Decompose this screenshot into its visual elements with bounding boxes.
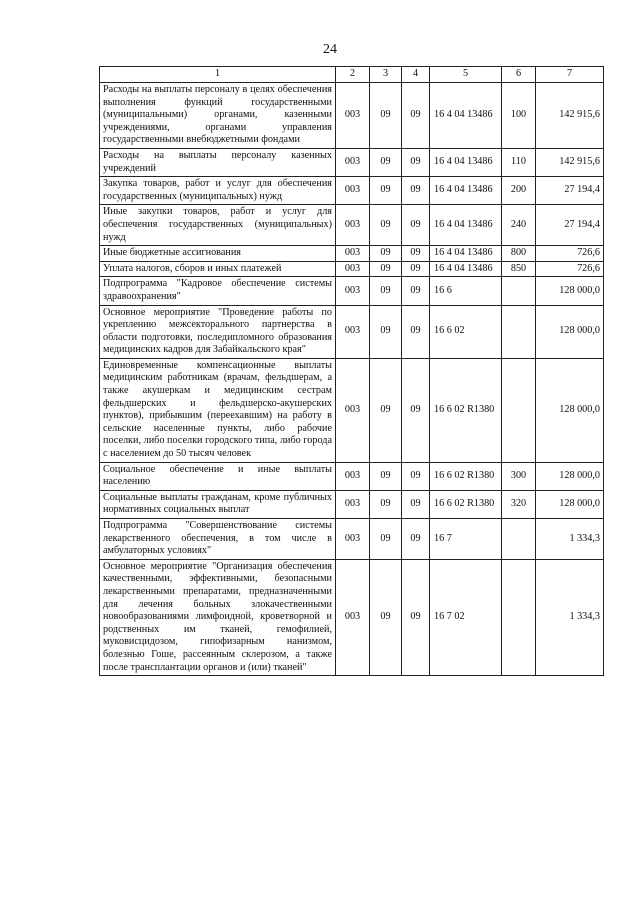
row-target-article-cell: 16 6	[430, 277, 502, 305]
row-subsection-cell: 09	[402, 83, 430, 149]
row-name-cell: Социальное обеспечение и иные выплаты населению	[100, 462, 336, 490]
row-amount-cell: 128 000,0	[536, 490, 604, 518]
table-row	[100, 358, 604, 462]
row-target-article-cell: 16 6 02 R1380	[430, 358, 502, 462]
row-amount-cell: 1 334,3	[536, 519, 604, 560]
row-target-article-cell: 16 6 02 R1380	[430, 490, 502, 518]
row-name-cell: Социальные выплаты гражданам, кроме публичных нормативных социальных выплат	[100, 490, 336, 518]
row-name-cell: Основное мероприятие "Организация обеспечения качественными, эффективными, безопасными лекарственными препаратами, предназначенными для лечения больных злокачественными новообразованиями лимфоидной, кроветворной и родственных им тканей, гемофилией, муковисцидозом, гипофизарным нанизмом, болезнью Гоше, рассеянным склерозом, а также после трансплантации органов и (или) тканей"	[100, 559, 336, 675]
header-cell-subsection: 4	[402, 67, 430, 83]
row-subsection-cell: 09	[402, 559, 430, 675]
row-name-cell: Расходы на выплаты персоналу казенных учреждений	[100, 148, 336, 176]
page-number: 24	[323, 42, 337, 57]
row-name-cell: Основное мероприятие "Проведение работы по укреплению межсекторального партнерства в области подготовки, последипломного образования медицинских кадров для Забайкальского края"	[100, 305, 336, 358]
row-name-cell: Закупка товаров, работ и услуг для обеспечения государственных (муниципальных) нужд	[100, 177, 336, 205]
table-row	[100, 462, 604, 490]
row-section-cell: 09	[370, 462, 402, 490]
row-subsection-cell: 09	[402, 358, 430, 462]
row-target-article-cell: 16 7	[430, 519, 502, 560]
table-header	[100, 67, 604, 83]
row-expense-type-cell: 240	[502, 205, 536, 246]
row-expense-type-cell	[502, 519, 536, 560]
row-amount-cell: 128 000,0	[536, 462, 604, 490]
table-row	[100, 205, 604, 246]
row-expense-type-cell: 300	[502, 462, 536, 490]
row-expense-type-cell: 320	[502, 490, 536, 518]
row-subsection-cell: 09	[402, 305, 430, 358]
row-name-cell: Иные закупки товаров, работ и услуг для обеспечения государственных (муниципальных) нужд	[100, 205, 336, 246]
row-amount-cell: 142 915,6	[536, 148, 604, 176]
row-grbs-cell: 003	[336, 246, 370, 262]
row-target-article-cell: 16 4 04 13486	[430, 83, 502, 149]
table-row	[100, 305, 604, 358]
table-row	[100, 559, 604, 675]
row-target-article-cell: 16 4 04 13486	[430, 148, 502, 176]
row-expense-type-cell	[502, 277, 536, 305]
row-amount-cell: 726,6	[536, 261, 604, 277]
table-row	[100, 246, 604, 262]
row-amount-cell: 128 000,0	[536, 277, 604, 305]
table-row	[100, 148, 604, 176]
row-grbs-cell: 003	[336, 305, 370, 358]
header-cell-section: 3	[370, 67, 402, 83]
row-expense-type-cell: 850	[502, 261, 536, 277]
header-cell-target-article: 5	[430, 67, 502, 83]
row-grbs-cell: 003	[336, 358, 370, 462]
row-section-cell: 09	[370, 177, 402, 205]
row-name-cell: Подпрограмма "Кадровое обеспечение системы здравоохранения"	[100, 277, 336, 305]
row-section-cell: 09	[370, 559, 402, 675]
row-section-cell: 09	[370, 246, 402, 262]
row-expense-type-cell	[502, 559, 536, 675]
row-expense-type-cell	[502, 358, 536, 462]
row-section-cell: 09	[370, 148, 402, 176]
row-name-cell: Расходы на выплаты персоналу в целях обеспечения выполнения функций государственными (муниципальными) органами, казенными учреждениями, органами управления государственными внебюджетными фондами	[100, 83, 336, 149]
row-expense-type-cell: 100	[502, 83, 536, 149]
row-grbs-cell: 003	[336, 261, 370, 277]
table-row	[100, 261, 604, 277]
row-section-cell: 09	[370, 358, 402, 462]
row-grbs-cell: 003	[336, 83, 370, 149]
row-grbs-cell: 003	[336, 559, 370, 675]
row-subsection-cell: 09	[402, 177, 430, 205]
row-section-cell: 09	[370, 277, 402, 305]
row-amount-cell: 1 334,3	[536, 559, 604, 675]
row-name-cell: Подпрограмма "Совершенствование системы лекарственного обеспечения, в том числе в амбулаторных условиях"	[100, 519, 336, 560]
table-body	[100, 83, 604, 676]
row-grbs-cell: 003	[336, 519, 370, 560]
row-amount-cell: 128 000,0	[536, 305, 604, 358]
row-expense-type-cell: 200	[502, 177, 536, 205]
row-section-cell: 09	[370, 83, 402, 149]
header-cell-amount: 7	[536, 67, 604, 83]
row-expense-type-cell: 110	[502, 148, 536, 176]
row-target-article-cell: 16 7 02	[430, 559, 502, 675]
row-section-cell: 09	[370, 490, 402, 518]
row-subsection-cell: 09	[402, 205, 430, 246]
row-subsection-cell: 09	[402, 519, 430, 560]
row-section-cell: 09	[370, 261, 402, 277]
row-target-article-cell: 16 4 04 13486	[430, 205, 502, 246]
row-target-article-cell: 16 6 02 R1380	[430, 462, 502, 490]
header-cell-name: 1	[100, 67, 336, 83]
row-expense-type-cell: 800	[502, 246, 536, 262]
row-grbs-cell: 003	[336, 205, 370, 246]
row-subsection-cell: 09	[402, 148, 430, 176]
budget-table	[99, 66, 604, 676]
row-amount-cell: 128 000,0	[536, 358, 604, 462]
row-grbs-cell: 003	[336, 277, 370, 305]
row-amount-cell: 27 194,4	[536, 205, 604, 246]
row-subsection-cell: 09	[402, 490, 430, 518]
row-section-cell: 09	[370, 205, 402, 246]
row-name-cell: Единовременные компенсационные выплаты медицинским работникам (врачам, фельдшерам, а также акушеркам и медицинским сестрам фельдшерских и фельдшерско-акушерских пунктов), прибывшим (переехавшим) на работу в сельские населенные пункты, либо рабочие поселки, либо поселки городского типа, либо города с населением до 50 тысяч человек	[100, 358, 336, 462]
table-row	[100, 83, 604, 149]
table-row	[100, 177, 604, 205]
header-cell-grbs: 2	[336, 67, 370, 83]
row-grbs-cell: 003	[336, 148, 370, 176]
row-section-cell: 09	[370, 305, 402, 358]
row-amount-cell: 27 194,4	[536, 177, 604, 205]
table-row	[100, 519, 604, 560]
row-target-article-cell: 16 4 04 13486	[430, 246, 502, 262]
row-grbs-cell: 003	[336, 177, 370, 205]
row-section-cell: 09	[370, 519, 402, 560]
table-row	[100, 277, 604, 305]
row-target-article-cell: 16 4 04 13486	[430, 261, 502, 277]
row-subsection-cell: 09	[402, 277, 430, 305]
row-expense-type-cell	[502, 305, 536, 358]
row-amount-cell: 142 915,6	[536, 83, 604, 149]
table-row	[100, 490, 604, 518]
row-target-article-cell: 16 6 02	[430, 305, 502, 358]
row-subsection-cell: 09	[402, 462, 430, 490]
header-row	[100, 67, 604, 83]
row-name-cell: Уплата налогов, сборов и иных платежей	[100, 261, 336, 277]
row-target-article-cell: 16 4 04 13486	[430, 177, 502, 205]
row-name-cell: Иные бюджетные ассигнования	[100, 246, 336, 262]
row-subsection-cell: 09	[402, 261, 430, 277]
row-amount-cell: 726,6	[536, 246, 604, 262]
row-subsection-cell: 09	[402, 246, 430, 262]
row-grbs-cell: 003	[336, 490, 370, 518]
row-grbs-cell: 003	[336, 462, 370, 490]
header-cell-expense-type: 6	[502, 67, 536, 83]
